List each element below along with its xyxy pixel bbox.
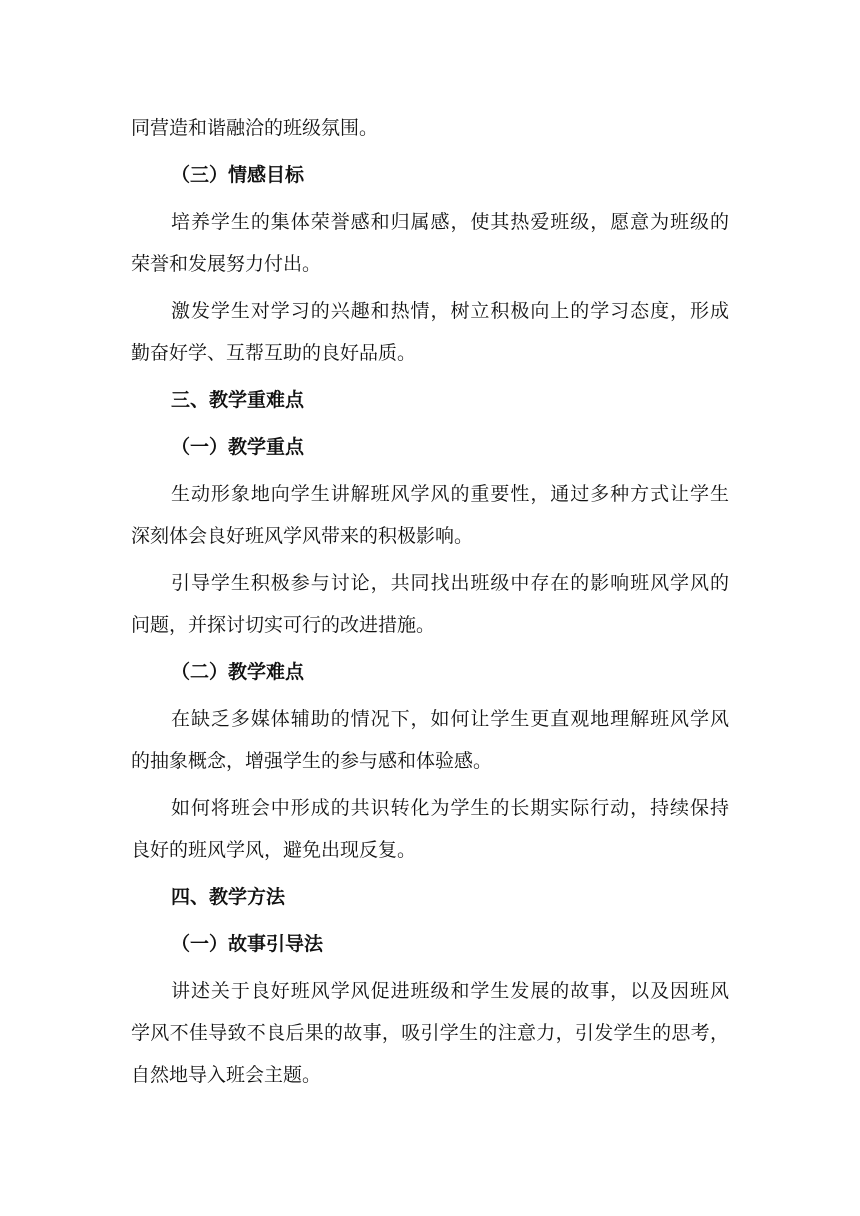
paragraph-line: 深刻体会良好班风学风带来的积极影响。 [131,525,474,547]
paragraph-line: 讲述关于良好班风学风促进班级和学生发展的故事，以及因班风 [171,980,729,1002]
section-heading: 四、教学方法 [171,886,286,908]
paragraph-line: 良好的班风学风，避免出现反复。 [131,839,417,861]
paragraph-line: 自然地导入班会主题。 [131,1064,322,1086]
paragraph-line: 引导学生积极参与讨论，共同找出班级中存在的影响班风学风的 [171,572,729,594]
section-subheading: （三）情感目标 [171,164,305,186]
section-heading: 三、教学重难点 [171,389,305,411]
paragraph-line: 学风不佳导致不良后果的故事，吸引学生的注意力，引发学生的思考， [131,1022,729,1044]
paragraph-line: 生动形象地向学生讲解班风学风的重要性，通过多种方式让学生 [171,483,729,505]
paragraph-line: 的抽象概念，增强学生的参与感和体验感。 [131,750,493,772]
section-subheading: （一）故事引导法 [171,933,324,955]
document-body [131,107,729,1096]
paragraph-line: 培养学生的集体荣誉感和归属感，使其热爱班级，愿意为班级的 [171,211,729,233]
paragraph-line: 如何将班会中形成的共识转化为学生的长期实际行动，持续保持 [171,797,729,819]
paragraph-line: 问题，并探讨切实可行的改进措施。 [131,614,436,636]
paragraph-line: 勤奋好学、互帮互助的良好品质。 [131,342,417,364]
paragraph-line: 同营造和谐融洽的班级氛围。 [131,117,379,139]
paragraph-line: 激发学生对学习的兴趣和热情，树立积极向上的学习态度，形成 [171,300,729,322]
paragraph-line: 在缺乏多媒体辅助的情况下，如何让学生更直观地理解班风学风 [171,708,729,730]
section-subheading: （二）教学难点 [171,661,305,683]
section-subheading: （一）教学重点 [171,436,305,458]
paragraph-line: 荣誉和发展努力付出。 [131,253,322,275]
